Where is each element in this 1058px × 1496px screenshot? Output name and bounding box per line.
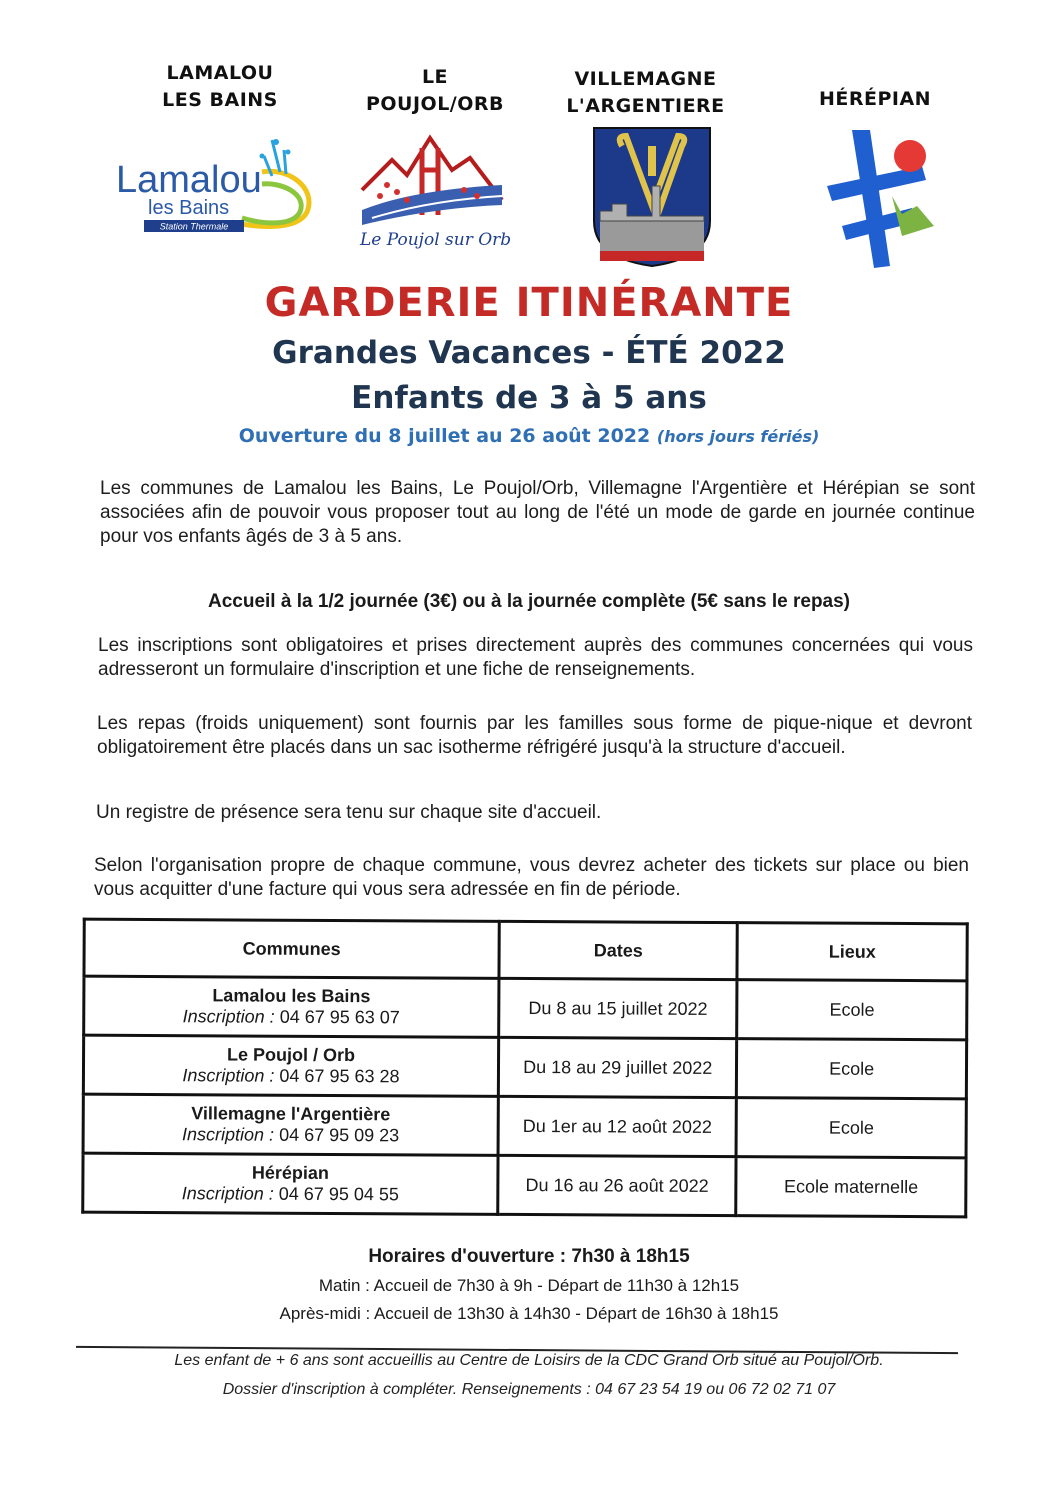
- tickets-paragraph: Selon l'organisation propre de chaque commune, vous devrez acheter des tickets sur place ou bien vous acquitter d'une facture qui vous sera adressée en fin de période.: [94, 855, 969, 900]
- commune-header-line: LAMALOU: [166, 62, 274, 84]
- subtitle-season: Grandes Vacances - ÉTÉ 2022: [272, 335, 786, 371]
- commune-phone: 04 67 95 04 55: [278, 1183, 399, 1205]
- commune-name: Le Poujol / Orb: [226, 1044, 356, 1066]
- hours-title: Horaires d'ouverture : 7h30 à 18h15: [368, 1246, 690, 1267]
- table-header-row: [84, 919, 967, 981]
- poujol-logo-caption: Le Poujol sur Orb: [360, 230, 512, 250]
- repas-paragraph: Les repas (froids uniquement) sont fournis par les familles sous forme de pique-nique et devront obligatoirement être placés dans un sac isotherme réfrigéré jusqu'à la structure d'accueil.: [97, 713, 972, 758]
- commune-cell: [84, 976, 499, 1037]
- page-title: GARDERIE ITINÉRANTE: [264, 280, 794, 326]
- registre-paragraph: Un registre de présence sera tenu sur chaque site d'accueil.: [96, 802, 602, 823]
- lieu-cell: Ecole: [737, 1039, 967, 1099]
- commune-header-lamalou: [140, 60, 300, 114]
- table-row: [83, 1035, 966, 1099]
- commune-phone: 04 67 95 63 07: [279, 1006, 400, 1028]
- commune-header-line: POUJOL/ORB: [365, 93, 505, 115]
- commune-header-line: L'ARGENTIERE: [566, 95, 725, 117]
- footer-line-2: Dossier d'inscription à compléter. Renseignements : 04 67 23 54 19 ou 06 72 02 71 07: [222, 1381, 836, 1398]
- lieu-cell: Ecole: [737, 980, 967, 1040]
- commune-phone: 04 67 95 63 28: [279, 1065, 400, 1087]
- inscription-label: Inscription :: [182, 1006, 275, 1027]
- commune-name: Lamalou les Bains: [212, 985, 371, 1007]
- header-lieux: Lieux: [737, 923, 967, 981]
- subtitle-age: Enfants de 3 à 5 ans: [351, 380, 707, 416]
- commune-cell: [83, 1094, 498, 1155]
- opening-text: Ouverture du 8 juillet au 26 août 2022: [238, 425, 651, 447]
- herepian-logo: [822, 126, 942, 270]
- table-row: [83, 1094, 966, 1158]
- inscription-label: Inscription :: [181, 1183, 274, 1204]
- commune-header-villemagne: [548, 66, 743, 120]
- commune-header-line: LES BAINS: [162, 89, 278, 111]
- footer-line-1: Les enfant de + 6 ans sont accueillis au Centre de Loisirs de la CDC Grand Orb situé au Poujol/Orb.: [174, 1352, 884, 1369]
- dates-cell: Du 18 au 29 juillet 2022: [498, 1037, 737, 1097]
- opening-note: (hors jours fériés): [656, 427, 820, 446]
- commune-header-herepian: [800, 86, 950, 113]
- lamalou-logo-tag: Station Thermale: [159, 221, 229, 232]
- commune-phone: 04 67 95 09 23: [279, 1124, 400, 1146]
- table-row: [84, 976, 967, 1040]
- intro-paragraph: Les communes de Lamalou les Bains, Le Poujol/Orb, Villemagne l'Argentière et Hérépian se sont associées afin de pouvoir vous proposer tout au long de l'été un mode de garde en journée continue pour vos enfants âgés de 3 à 5 ans.: [100, 478, 975, 547]
- commune-name: Hérépian: [251, 1162, 330, 1183]
- schedule-table: [81, 918, 969, 1219]
- poujol-logo: [352, 130, 512, 252]
- hours-morning: Matin : Accueil de 7h30 à 9h - Départ de 11h30 à 12h15: [318, 1276, 740, 1295]
- commune-header-line: HÉRÉPIAN: [818, 88, 932, 110]
- tarif-line: Accueil à la 1/2 journée (3€) ou à la journée complète (5€ sans le repas): [207, 591, 851, 612]
- lamalou-logo-sub: les Bains: [148, 197, 230, 219]
- inscription-label: Inscription :: [182, 1065, 275, 1086]
- commune-cell: [83, 1035, 498, 1096]
- lieu-cell: Ecole: [736, 1098, 966, 1158]
- dates-cell: Du 16 au 26 août 2022: [498, 1155, 737, 1215]
- dates-cell: Du 8 au 15 juillet 2022: [499, 978, 738, 1038]
- villemagne-coat-of-arms: [592, 126, 712, 268]
- commune-header-line: VILLEMAGNE: [574, 68, 717, 90]
- commune-header-line: LE: [421, 66, 449, 88]
- commune-cell: [83, 1153, 498, 1214]
- commune-name: Villemagne l'Argentière: [191, 1103, 391, 1125]
- dates-cell: Du 1er au 12 août 2022: [498, 1096, 737, 1156]
- header-communes: Communes: [84, 919, 499, 978]
- inscription-label: Inscription :: [182, 1124, 275, 1145]
- lamalou-logo: [112, 132, 327, 234]
- commune-header-poujol: [345, 64, 525, 118]
- table-row: [83, 1153, 966, 1217]
- inscriptions-paragraph: Les inscriptions sont obligatoires et prises directement auprès des communes concernées qui vous adresseront un formulaire d'inscription et une fiche de renseignements.: [98, 635, 973, 680]
- hours-afternoon: Après-midi : Accueil de 13h30 à 14h30 - Départ de 16h30 à 18h15: [279, 1304, 779, 1323]
- lamalou-logo-main: Lamalou: [116, 159, 262, 201]
- header-dates: Dates: [499, 921, 738, 979]
- opening-dates: [0, 425, 1058, 447]
- lieu-cell: Ecole maternelle: [736, 1157, 966, 1217]
